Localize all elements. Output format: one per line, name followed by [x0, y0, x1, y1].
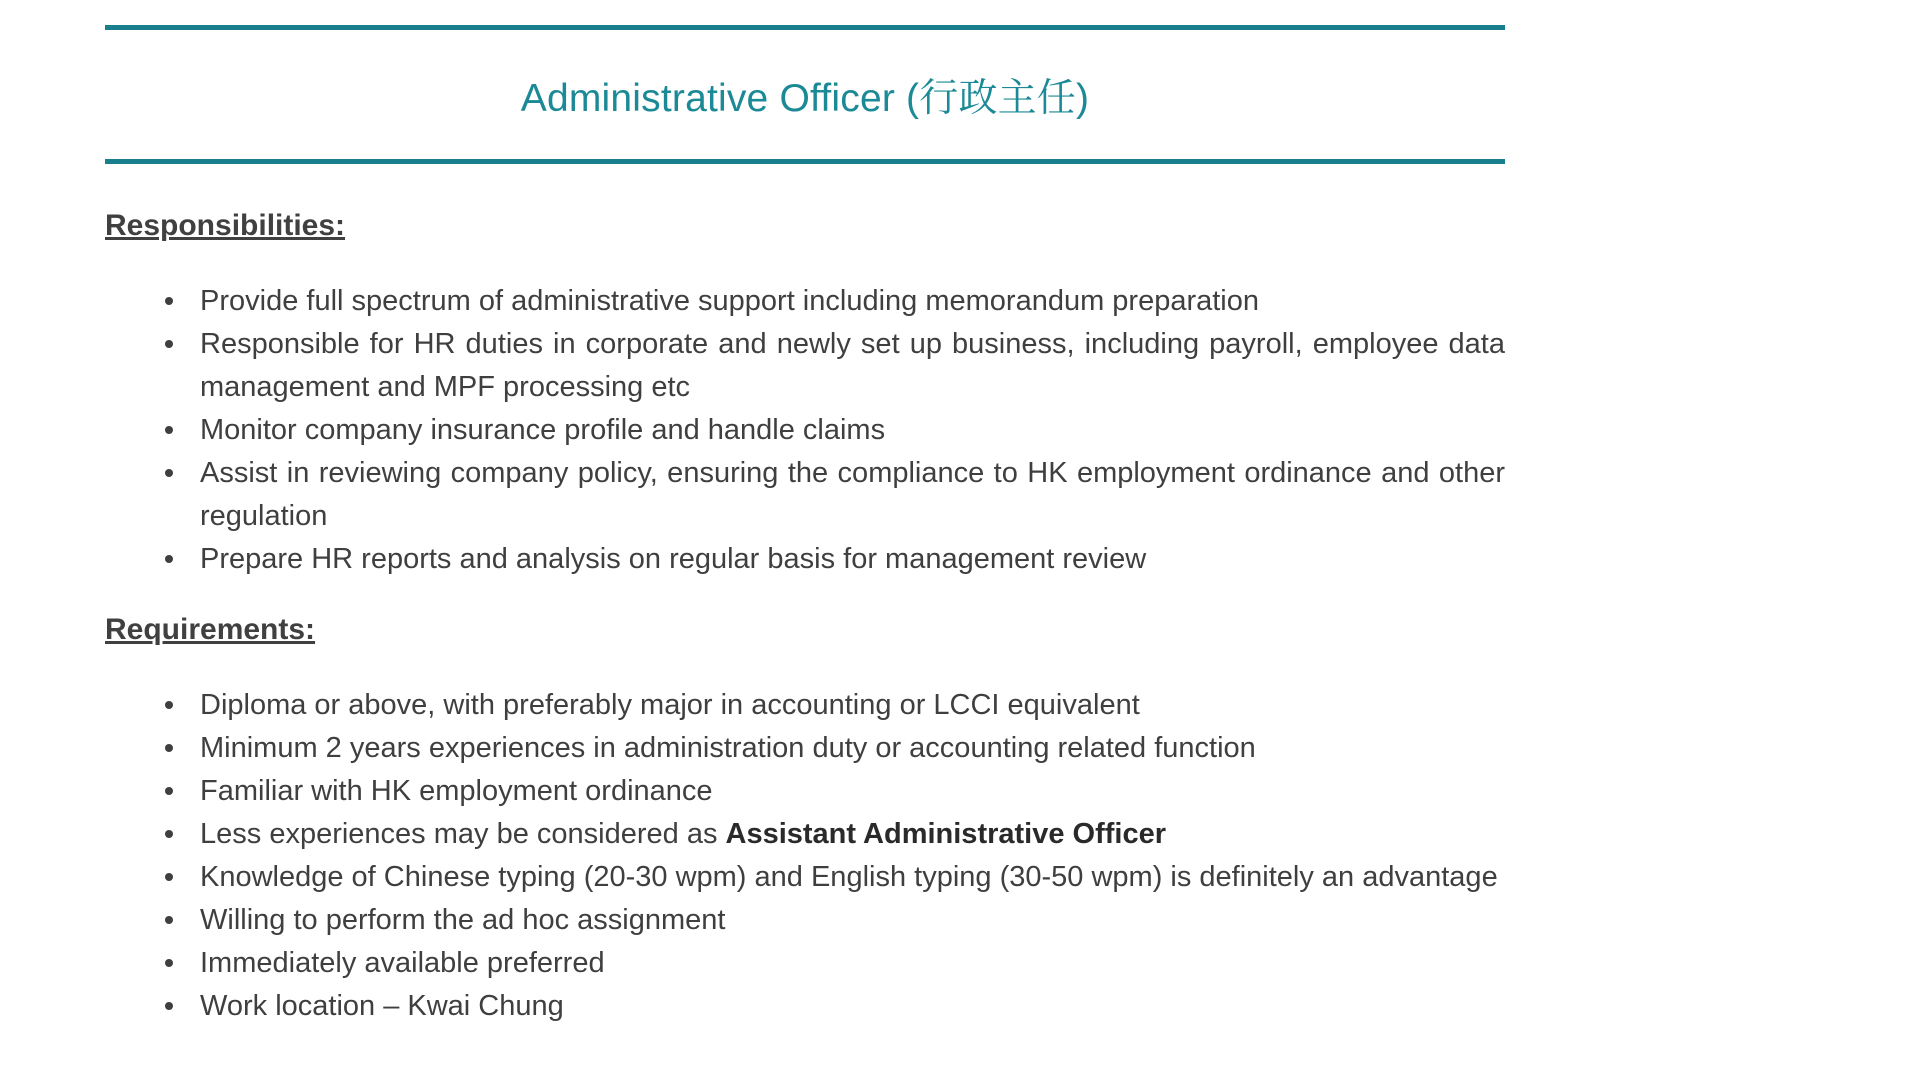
- responsibilities-heading: Responsibilities:: [105, 209, 346, 242]
- list-item: Provide full spectrum of administrative support including memorandum preparation: [105, 280, 1505, 323]
- title-container: [105, 30, 1505, 159]
- list-item: Prepare HR reports and analysis on regular basis for management review: [105, 538, 1505, 581]
- bullet-icon: [165, 787, 173, 795]
- bullet-icon: [165, 830, 173, 838]
- list-item: Responsible for HR duties in corporate and newly set up business, including payroll, employee data management and MPF processing etc: [105, 323, 1505, 409]
- responsibilities-list: [105, 280, 1505, 581]
- bullet-icon: [165, 297, 173, 305]
- bullet-icon: [165, 426, 173, 434]
- bullet-icon: [165, 555, 173, 563]
- bullet-icon: [165, 916, 173, 924]
- job-title: Administrative Officer (行政主任): [520, 76, 1090, 120]
- requirements-list: [105, 684, 1505, 1028]
- bullet-icon: [165, 469, 173, 477]
- list-item: Knowledge of Chinese typing (20-30 wpm) and English typing (30-50 wpm) is definitely an advantage: [105, 856, 1505, 899]
- bullet-icon: [165, 340, 173, 348]
- bullet-icon: [165, 744, 173, 752]
- list-item: Less experiences may be considered as Assistant Administrative Officer: [105, 813, 1505, 856]
- list-item: Immediately available preferred: [105, 942, 1505, 985]
- list-item: Work location – Kwai Chung: [105, 985, 1505, 1028]
- bullet-icon: [165, 1002, 173, 1010]
- list-item: Diploma or above, with preferably major in accounting or LCCI equivalent: [105, 684, 1505, 727]
- list-item: Minimum 2 years experiences in administration duty or accounting related function: [105, 727, 1505, 770]
- requirements-heading: Requirements:: [105, 613, 316, 646]
- bullet-icon: [165, 959, 173, 967]
- title-bottom-divider: [105, 159, 1505, 164]
- bullet-icon: [165, 873, 173, 881]
- list-item: Willing to perform the ad hoc assignment: [105, 899, 1505, 942]
- list-item: Familiar with HK employment ordinance: [105, 770, 1505, 813]
- list-item: Monitor company insurance profile and handle claims: [105, 409, 1505, 452]
- list-item: Assist in reviewing company policy, ensuring the compliance to HK employment ordinance and other regulation: [105, 452, 1505, 538]
- assistant-position-name: Assistant Administrative Officer: [725, 818, 1167, 850]
- bullet-icon: [165, 701, 173, 709]
- job-posting: [105, 0, 1505, 1028]
